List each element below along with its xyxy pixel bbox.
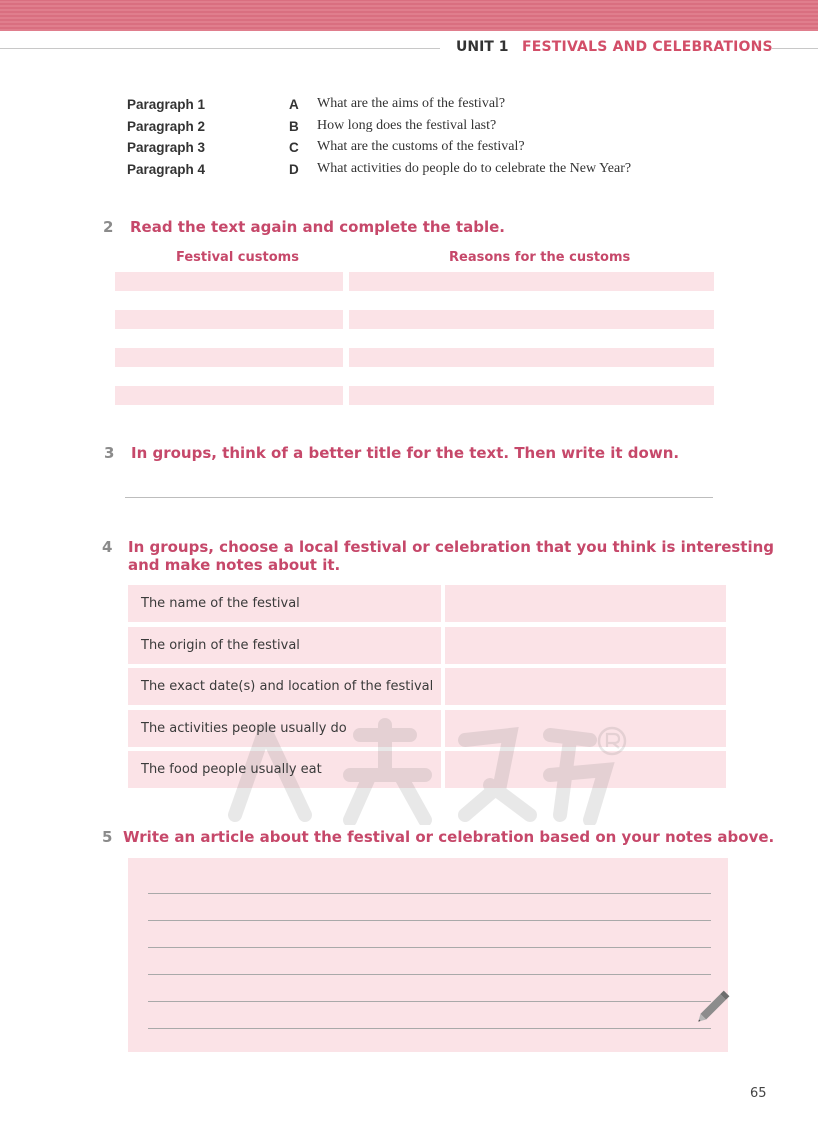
customs-cell[interactable] (115, 310, 343, 329)
exercise-number: 5 (102, 828, 113, 846)
unit-title: FESTIVALS AND CELEBRATIONS (522, 39, 773, 55)
paragraph-label: Paragraph 1 (127, 97, 206, 112)
customs-cell[interactable] (115, 272, 343, 291)
writing-line[interactable] (148, 1001, 711, 1002)
exercise-instruction: Write an article about the festival or celebration based on your notes above. (123, 828, 775, 846)
exercise-number: 3 (104, 444, 115, 462)
pencil-icon (694, 982, 738, 1026)
customs-cell[interactable] (115, 348, 343, 367)
option-text: How long does the festival last? (317, 118, 497, 133)
page-number: 65 (750, 1086, 767, 1101)
option-letter: C (289, 140, 299, 155)
option-text: What are the customs of the festival? (317, 139, 525, 154)
notes-label: The origin of the festival (141, 638, 300, 653)
exercise-number: 4 (102, 538, 113, 556)
notes-label-cell (128, 627, 441, 664)
notes-label: The food people usually eat (141, 762, 322, 777)
reasons-cell[interactable] (349, 272, 714, 291)
reasons-cell[interactable] (349, 310, 714, 329)
table-column-header: Reasons for the customs (449, 250, 631, 265)
header-rule (0, 48, 440, 49)
notes-answer-cell[interactable] (445, 668, 726, 705)
writing-line[interactable] (148, 974, 711, 975)
notes-answer-cell[interactable] (445, 585, 726, 622)
paragraph-label: Paragraph 3 (127, 140, 206, 155)
option-text: What are the aims of the festival? (317, 96, 506, 111)
paragraph-label: Paragraph 4 (127, 162, 206, 177)
header-band (0, 0, 818, 31)
notes-label-cell (128, 668, 441, 705)
unit-label: UNIT 1 (456, 39, 509, 55)
exercise-instruction: Read the text again and complete the table. (130, 218, 505, 236)
title-answer-line[interactable] (125, 497, 713, 498)
writing-line[interactable] (148, 947, 711, 948)
writing-line[interactable] (148, 1028, 711, 1029)
writing-line[interactable] (148, 893, 711, 894)
option-letter: D (289, 162, 299, 177)
option-letter: A (289, 97, 299, 112)
exercise-instruction: In groups, choose a local festival or celebration that you think is interesting (128, 538, 775, 556)
reasons-cell[interactable] (349, 386, 714, 405)
notes-label: The activities people usually do (141, 721, 347, 736)
publisher-watermark-icon (210, 715, 650, 825)
header-rule (772, 48, 818, 49)
option-letter: B (289, 119, 299, 134)
exercise-number: 2 (103, 218, 114, 236)
table-column-header: Festival customs (176, 250, 299, 265)
notes-answer-cell[interactable] (445, 627, 726, 664)
reasons-cell[interactable] (349, 348, 714, 367)
notes-label: The exact date(s) and location of the festival (141, 679, 434, 694)
writing-line[interactable] (148, 920, 711, 921)
notes-label-cell (128, 585, 441, 622)
paragraph-label: Paragraph 2 (127, 119, 206, 134)
notes-label: The name of the festival (141, 596, 300, 611)
exercise-instruction: In groups, think of a better title for the text. Then write it down. (131, 444, 680, 462)
customs-cell[interactable] (115, 386, 343, 405)
exercise-instruction: and make notes about it. (128, 556, 341, 574)
writing-area[interactable] (128, 858, 728, 1052)
option-text: What activities do people do to celebrate the New Year? (317, 161, 632, 176)
